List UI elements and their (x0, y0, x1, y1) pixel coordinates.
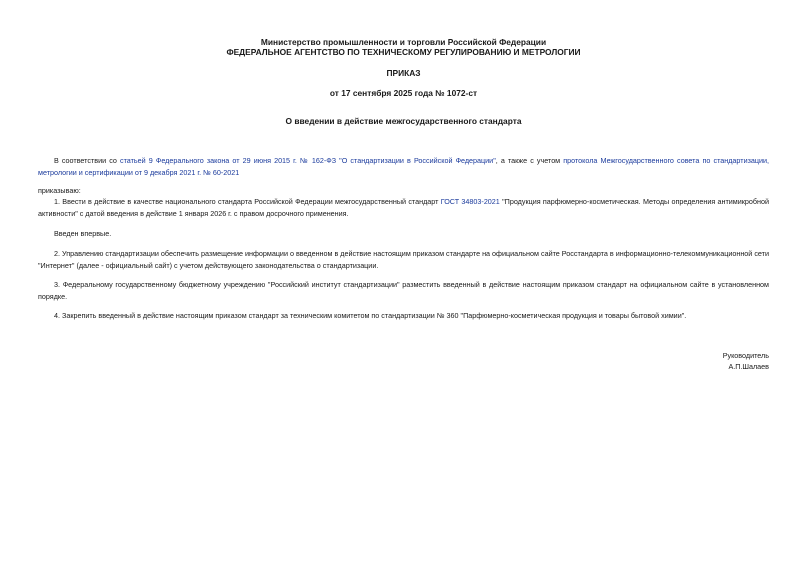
first-time-note: Введен впервые. (54, 229, 112, 238)
ministry-name: Министерство промышленности и торговли Российской Федерации (260, 37, 547, 47)
preamble-paragraph (38, 155, 769, 178)
order-item-3: 3. Федеральному государственному бюджетному учреждению "Российский институт стандартизации" разместить введенный в действие настоящим приказом стандарт на официальном сайте в установленном порядке. (38, 280, 769, 301)
protocol-link[interactable]: протокола Межгосударственного совета по стандартизации, метрологии и сертификации от 9 декабря 2021 г. № 60-2021 (38, 156, 770, 177)
document-subject: О введении в действие межгосударственного стандарта (285, 116, 522, 126)
preamble-text-2: , а также с учетом (495, 156, 564, 165)
order-item-4: 4. Закрепить введенный в действие настоящим приказом стандарт за техническим комитетом по стандартизации № 360 "Парфюмерно-косметическая продукция и товары бытовой химии". (54, 311, 687, 320)
preamble-text-1: В соответствии со (54, 156, 120, 165)
signature-title: Руководитель (722, 351, 769, 360)
item1-text-2: "Продукция парфюмерно-косметическая. Методы определения антимикробной активности" с датой введения в действие 1 января 2026 г. с правом досрочного применения. (38, 197, 769, 218)
document-type: ПРИКАЗ (386, 68, 421, 78)
federal-law-link[interactable]: статьей 9 Федерального закона от 29 июня 2015 г. № 162-ФЗ "О стандартизации в Российской Федерации" (120, 156, 496, 165)
gost-link[interactable]: ГОСТ 34803-2021 (440, 197, 500, 206)
agency-name: ФЕДЕРАЛЬНОЕ АГЕНТСТВО ПО ТЕХНИЧЕСКОМУ РЕГУЛИРОВАНИЮ И МЕТРОЛОГИИ (226, 47, 581, 57)
item1-text-1: 1. Ввести в действие в качестве национального стандарта Российской Федерации межгосударственный стандарт (54, 197, 441, 206)
order-word: приказываю: (38, 186, 81, 195)
order-item-2: 2. Управлению стандартизации обеспечить размещение информации о введенном в действие настоящим приказом стандарте на официальном сайте Росстандарта в информационно-телекоммуникационной сети "Интернет" (далее - официальный сайт) с учетом действующего законодательства о стандартизации. (38, 249, 769, 270)
document-date-number: от 17 сентября 2025 года № 1072-ст (329, 88, 478, 98)
signature-name: А.П.Шалаев (728, 362, 769, 371)
order-item-1 (38, 196, 769, 219)
